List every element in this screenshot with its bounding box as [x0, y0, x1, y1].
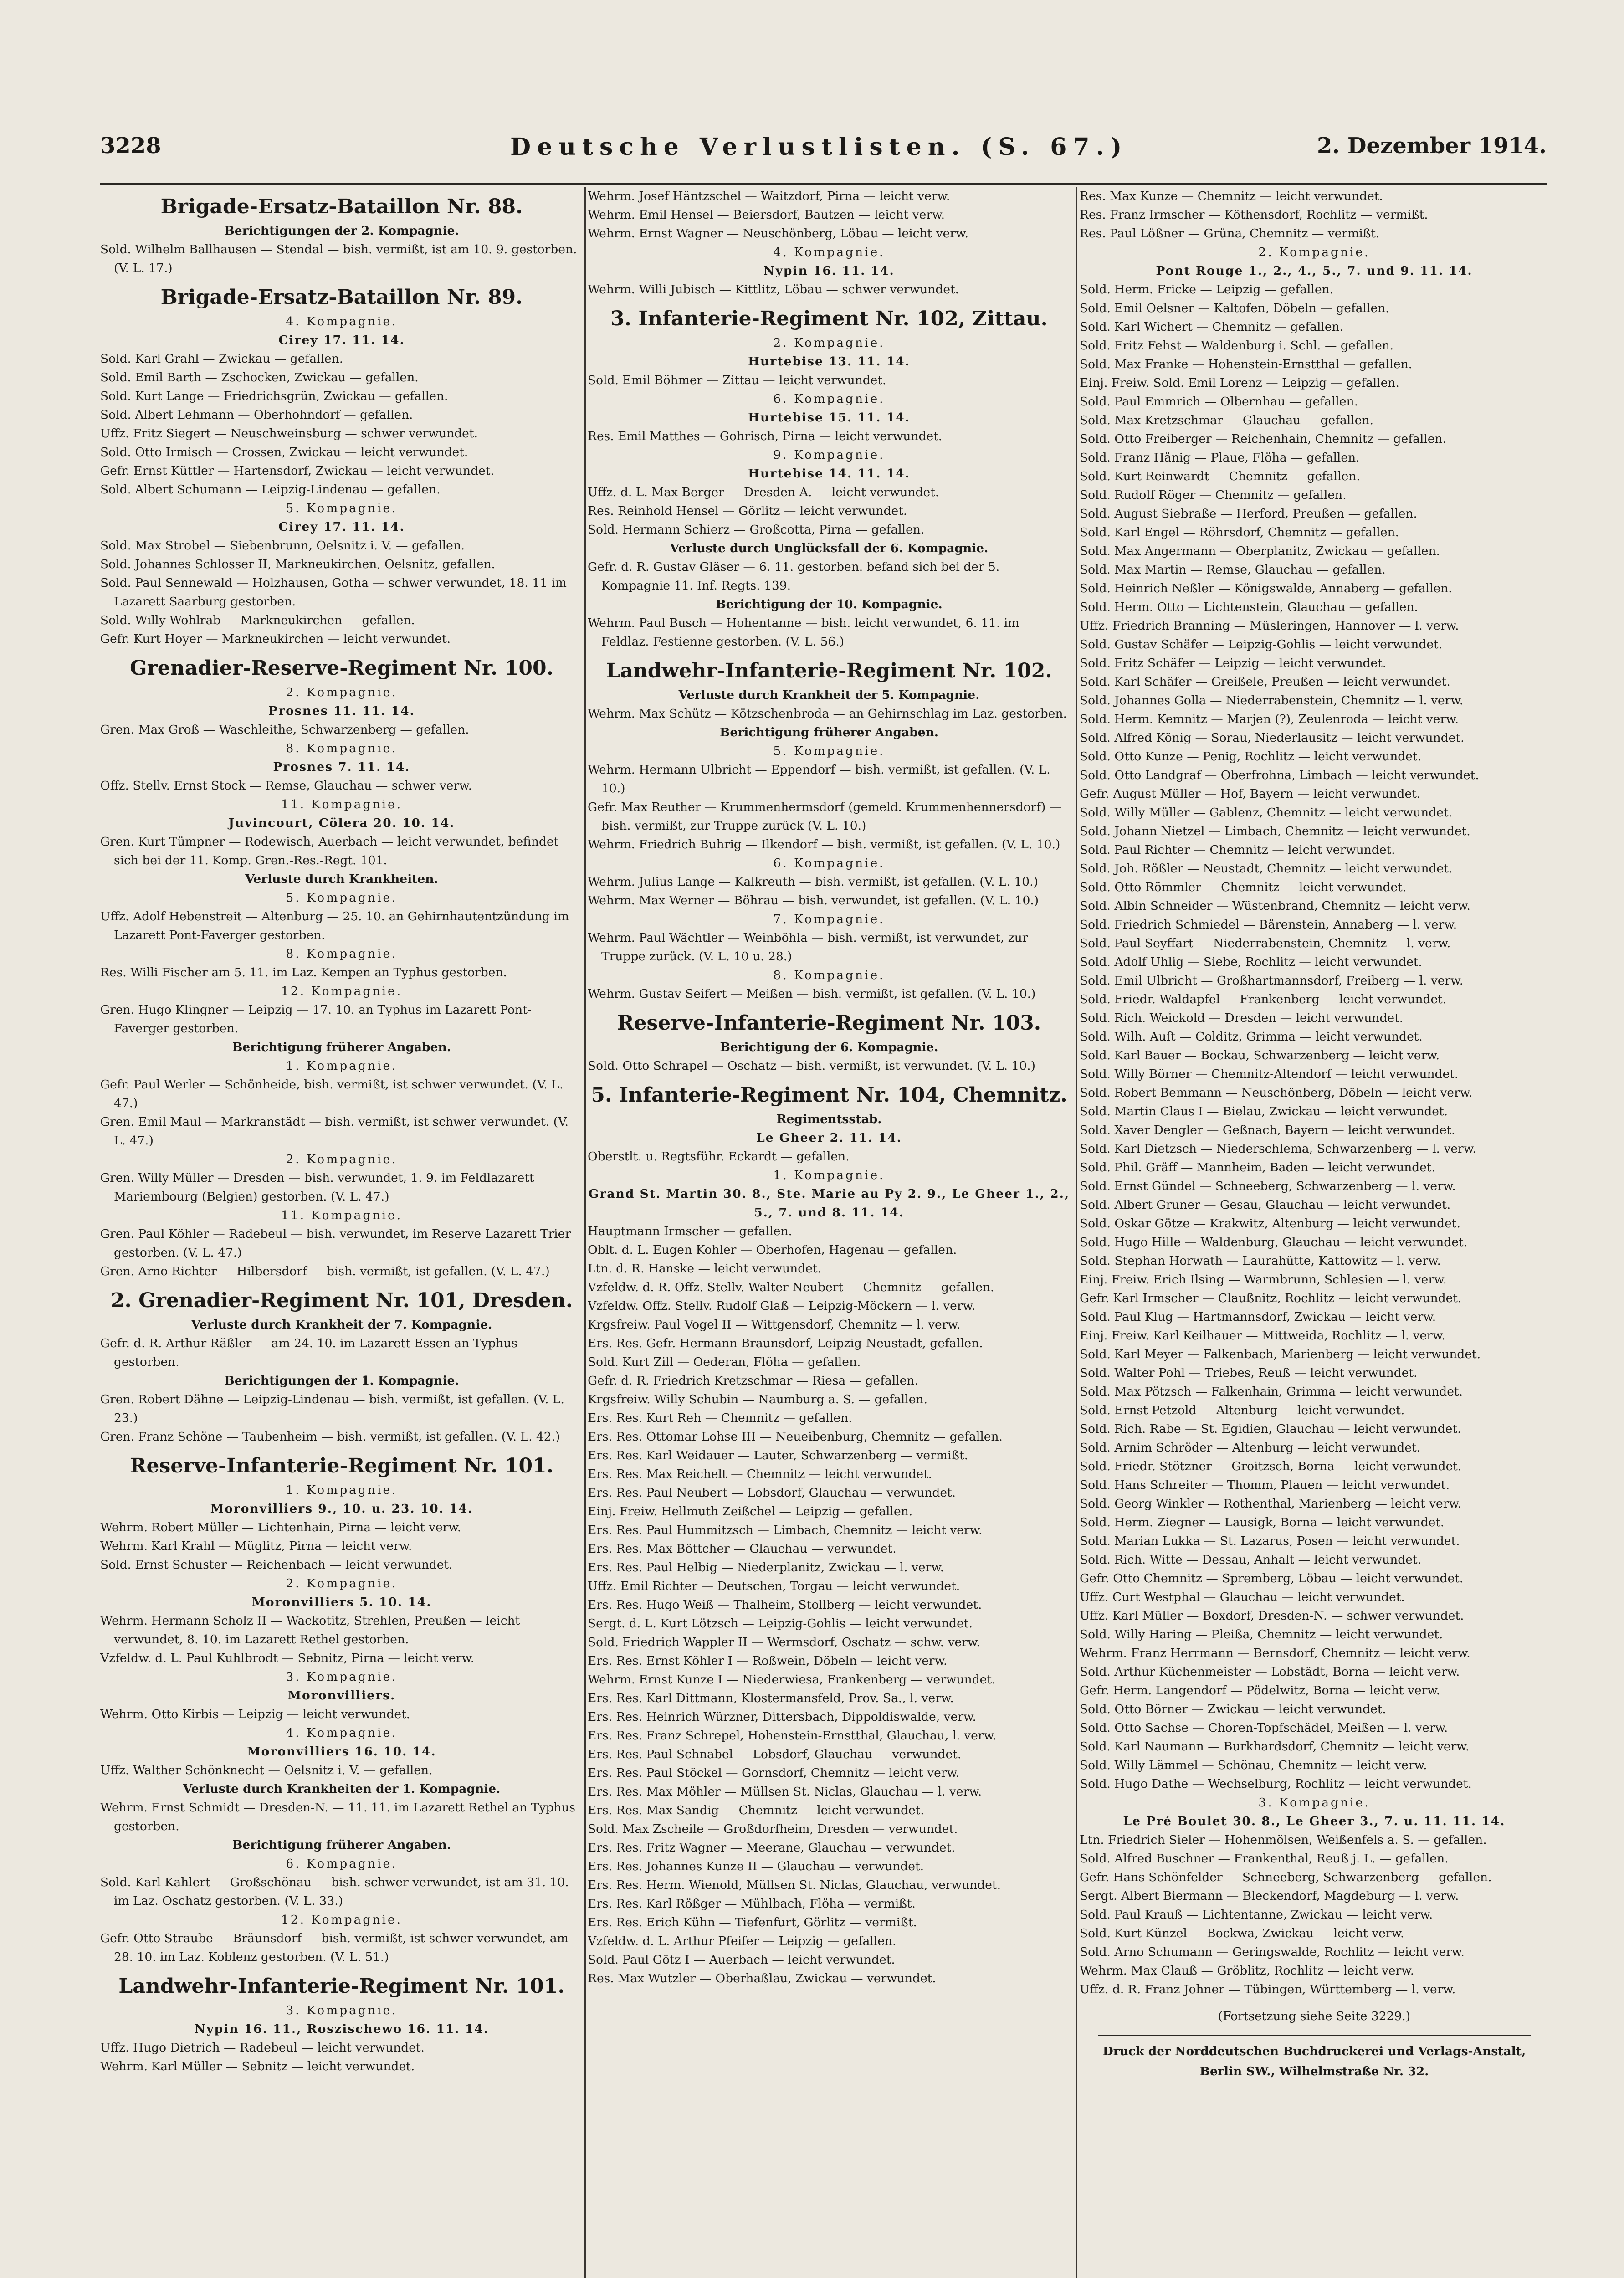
casualty-entry: Gren. Willy Müller — Dresden — bish. verwundet, 1. 9. im Feldlazarett Mariembourg (Belgien) gestorben. (V. L. 47.): [100, 1171, 534, 1204]
company-heading: 3. Kompagnie.: [1258, 1796, 1370, 1810]
casualty-entry: Gren. Arno Richter — Hilbersdorf — bish. vermißt, ist gefallen. (V. L. 47.): [100, 1264, 550, 1278]
column-3: [1080, 187, 1549, 2278]
casualty-entry: Gren. Emil Maul — Markranstädt — bish. vermißt, ist schwer verwundet. (V. L. 47.): [100, 1115, 569, 1148]
section-heading: Verluste durch Unglücksfall der 6. Kompagnie.: [670, 541, 989, 555]
casualty-entry: Sold. Karl Naumann — Burkhardsdorf, Chemnitz — leicht verw.: [1080, 1739, 1470, 1754]
casualty-entry: Sold. Karl Kahlert — Großschönau — bish. schwer verwundet, ist am 31. 10. im Laz. Oschatz gestorben. (V. L. 33.): [100, 1875, 569, 1908]
casualty-entry: Wehrm. Ernst Wagner — Neuschönberg, Löbau — leicht verw.: [588, 226, 968, 241]
casualty-entry: Sold. Paul Götz I — Auerbach — leicht verwundet.: [588, 1953, 895, 1967]
casualty-entry: Sold. Marian Lukka — St. Lazarus, Posen — leicht verwundet.: [1080, 1534, 1460, 1548]
casualty-entry: Ers. Res. Max Böttcher — Glauchau — verwundet.: [588, 1542, 897, 1556]
imprint-rule: [1098, 2035, 1531, 2036]
casualty-entry: Sold. Xaver Dengler — Geßnach, Bayern — leicht verwundet.: [1080, 1123, 1455, 1137]
casualty-entry: Sold. Kurt Zill — Oederan, Flöha — gefallen.: [588, 1355, 861, 1369]
casualty-entry: Sold. Karl Wichert — Chemnitz — gefallen.: [1080, 320, 1344, 334]
casualty-entry: Vzfeldw. d. R. Offz. Stellv. Walter Neubert — Chemnitz — gefallen.: [588, 1280, 994, 1294]
casualty-entry: Ers. Res. Karl Rößger — Mühlbach, Flöha — vermißt.: [588, 1897, 916, 1911]
place-date-heading: Grand St. Martin 30. 8., Ste. Marie au Py 2. 9., Le Gheer 1., 2., 5., 7. und 8. 11. 14.: [588, 1187, 1070, 1220]
company-heading: 9. Kompagnie.: [773, 448, 885, 462]
casualty-entry: Sold. Herm. Otto — Lichtenstein, Glauchau — gefallen.: [1080, 600, 1418, 614]
casualty-entry: Sold. Albert Lehmann — Oberhohndorf — gefallen.: [100, 408, 413, 422]
casualty-entry: Gren. Robert Dähne — Leipzig-Lindenau — bish. vermißt, ist gefallen. (V. L. 23.): [100, 1392, 564, 1425]
place-date-heading: Nypin 16. 11. 14.: [763, 264, 895, 278]
casualty-entry: Gefr. Karl Irmscher — Claußnitz, Rochlitz — leicht verwundet.: [1080, 1291, 1462, 1305]
printer-imprint: Druck der Norddeutschen Buchdruckerei und Verlags-Anstalt, Berlin SW., Wilhelmstraße Nr. 32.: [1102, 2044, 1526, 2078]
section-heading: Regimentsstab.: [776, 1112, 882, 1126]
casualty-entry: Gefr. d. R. Friedrich Kretzschmar — Riesa — gefallen.: [588, 1374, 918, 1388]
casualty-entry: Sergt. d. L. Kurt Lötzsch — Leipzig-Gohlis — leicht verwundet.: [588, 1616, 973, 1631]
casualty-entry: Einj. Freiw. Sold. Emil Lorenz — Leipzig — gefallen.: [1080, 376, 1399, 390]
casualty-entry: Sold. Rudolf Röger — Chemnitz — gefallen.: [1080, 488, 1347, 502]
place-date-heading: Moronvilliers.: [287, 1688, 396, 1703]
company-heading: 4. Kompagnie.: [286, 1726, 398, 1740]
place-date-heading: Hurtebise 15. 11. 14.: [748, 410, 910, 425]
casualty-entry: Vzfeldw. d. L. Paul Kuhlbrodt — Sebnitz, Pirna — leicht verw.: [100, 1651, 475, 1665]
casualty-entry: Wehrm. Hermann Ulbricht — Eppendorf — bish. vermißt, ist gefallen. (V. L. 10.): [588, 763, 1050, 795]
casualty-entry: Sold. Emil Böhmer — Zittau — leicht verwundet.: [588, 373, 886, 387]
casualty-entry: Sold. Arnim Schröder — Altenburg — leicht verwundet.: [1080, 1441, 1421, 1455]
place-date-heading: Pont Rouge 1., 2., 4., 5., 7. und 9. 11. 14.: [1156, 264, 1473, 278]
casualty-entry: Uffz. Friedrich Branning — Müsleringen, Hannover — l. verw.: [1080, 619, 1459, 633]
casualty-entry: Krgsfreiw. Paul Vogel II — Wittgensdorf, Chemnitz — l. verw.: [588, 1318, 961, 1332]
casualty-entry: Gefr. Ernst Küttler — Hartensdorf, Zwickau — leicht verwundet.: [100, 464, 494, 478]
company-heading: 2. Kompagnie.: [286, 1152, 398, 1166]
casualty-entry: Sold. Albert Gruner — Gesau, Glauchau — leicht verwundet.: [1080, 1198, 1451, 1212]
casualty-entry: Sold. Emil Barth — Zschocken, Zwickau — gefallen.: [100, 370, 419, 385]
casualty-entry: Sold. Ernst Schuster — Reichenbach — leicht verwundet.: [100, 1558, 453, 1572]
casualty-entry: Sold. Wilhelm Ballhausen — Stendal — bish. vermißt, ist am 10. 9. gestorben. (V. L. 17.): [100, 242, 577, 275]
regiment-heading: 5. Infanterie-Regiment Nr. 104, Chemnitz.: [591, 1083, 1067, 1107]
casualty-entry: Sold. Max Pötzsch — Falkenhain, Grimma — leicht verwundet.: [1080, 1385, 1463, 1399]
casualty-entry: Ers. Res. Erich Kühn — Tiefenfurt, Görlitz — vermißt.: [588, 1915, 917, 1929]
section-heading: Verluste durch Krankheiten der 1. Kompagnie.: [183, 1782, 501, 1796]
casualty-entry: Sold. Rich. Rabe — St. Egidien, Glauchau — leicht verwundet.: [1080, 1422, 1461, 1436]
casualty-entry: Res. Max Kunze — Chemnitz — leicht verwundet.: [1080, 189, 1383, 203]
company-heading: 3. Kompagnie.: [286, 1670, 398, 1684]
casualty-entry: Sold. Johannes Golla — Niederrabenstein, Chemnitz — l. verw.: [1080, 693, 1464, 708]
casualty-entry: Sold. Arthur Küchenmeister — Lobstädt, Borna — leicht verw.: [1080, 1665, 1460, 1679]
company-heading: 2. Kompagnie.: [286, 1576, 398, 1590]
company-heading: 8. Kompagnie.: [286, 947, 398, 961]
company-heading: 12. Kompagnie.: [281, 984, 403, 998]
casualty-entry: Gren. Kurt Tümpner — Rodewisch, Auerbach — leicht verwundet, befindet sich bei der 11. Komp. Gren.-Res.-Regt. 101.: [100, 835, 559, 867]
casualty-entry: Res. Reinhold Hensel — Görlitz — leicht verwundet.: [588, 504, 907, 518]
casualty-entry: Sold. Karl Schäfer — Greißele, Preußen — leicht verwundet.: [1080, 675, 1450, 689]
casualty-entry: Vzfeldw. Offz. Stellv. Rudolf Glaß — Leipzig-Möckern — l. verw.: [588, 1299, 976, 1313]
place-date-heading: Hurtebise 13. 11. 14.: [748, 354, 910, 369]
casualty-entry: Ers. Res. Max Möhler — Müllsen St. Niclas, Glauchau — l. verw.: [588, 1785, 982, 1799]
casualty-entry: Oblt. d. L. Eugen Kohler — Oberhofen, Hagenau — gefallen.: [588, 1243, 957, 1257]
casualty-entry: Sold. Hugo Dathe — Wechselburg, Rochlitz — leicht verwundet.: [1080, 1777, 1472, 1791]
casualty-entry: Sold. Otto Schrapel — Oschatz — bish. vermißt, ist verwundet. (V. L. 10.): [588, 1059, 1035, 1073]
casualty-entry: Res. Paul Lößner — Grüna, Chemnitz — vermißt.: [1080, 226, 1380, 241]
place-date-heading: Le Gheer 2. 11. 14.: [756, 1131, 902, 1145]
casualty-entry: Uffz. Walther Schönknecht — Oelsnitz i. V. — gefallen.: [100, 1763, 433, 1777]
casualty-entry: Gefr. Herm. Langendorf — Pödelwitz, Borna — leicht verw.: [1080, 1683, 1440, 1698]
casualty-entry: Sold. Herm. Fricke — Leipzig — gefallen.: [1080, 282, 1334, 297]
company-heading: 2. Kompagnie.: [1258, 245, 1370, 259]
section-heading: Verluste durch Krankheit der 5. Kompagnie.: [678, 688, 980, 702]
casualty-entry: Wehrm. Ernst Kunze I — Niederwiesa, Frankenberg — verwundet.: [588, 1673, 996, 1687]
casualty-entry: Sold. Martin Claus I — Bielau, Zwickau — leicht verwundet.: [1080, 1104, 1448, 1118]
place-date-heading: Cirey 17. 11. 14.: [278, 520, 405, 534]
casualty-entry: Res. Max Wutzler — Oberhaßlau, Zwickau — verwundet.: [588, 1971, 936, 1986]
page-header: [100, 133, 1547, 185]
casualty-entry: Wehrm. Friedrich Buhrig — Ilkendorf — bish. vermißt, ist gefallen. (V. L. 10.): [588, 837, 1060, 852]
company-heading: 5. Kompagnie.: [773, 744, 885, 758]
casualty-entry: Sold. Friedrich Schmiedel — Bärenstein, Annaberg — l. verw.: [1080, 918, 1457, 932]
issue-date: 2. Dezember 1914.: [1317, 133, 1547, 159]
company-heading: 4. Kompagnie.: [773, 245, 885, 259]
company-heading: 11. Kompagnie.: [281, 797, 403, 811]
company-heading: 8. Kompagnie.: [286, 741, 398, 755]
casualty-entry: Sold. Willy Müller — Gablenz, Chemnitz — leicht verwundet.: [1080, 806, 1452, 820]
casualty-entry: Gefr. d. R. Arthur Räßler — am 24. 10. im Lazarett Essen an Typhus gestorben.: [100, 1336, 517, 1369]
casualty-entry: Sold. Willy Haring — Pleißa, Chemnitz — leicht verwundet.: [1080, 1627, 1443, 1642]
casualty-entry: Krgsfreiw. Willy Schubin — Naumburg a. S. — gefallen.: [588, 1392, 927, 1406]
casualty-entry: Sold. Paul Seyffart — Niederrabenstein, Chemnitz — l. verw.: [1080, 936, 1451, 950]
casualty-entry: Sold. Karl Meyer — Falkenbach, Marienberg — leicht verwundet.: [1080, 1347, 1481, 1361]
casualty-entry: Sold. Emil Ulbricht — Großhartmannsdorf, Freiberg — l. verw.: [1080, 974, 1464, 988]
casualty-entry: Gefr. Max Reuther — Krummenhermsdorf (gemeld. Krummenhennersdorf) — bish. vermißt, zur Truppe zurück (V. L. 10.): [588, 800, 1062, 833]
casualty-entry: Sold. Hermann Schierz — Großcotta, Pirna — gefallen.: [588, 523, 925, 537]
casualty-entry: Sold. August Siebraße — Herford, Preußen — gefallen.: [1080, 507, 1417, 521]
casualty-entry: Gefr. Hans Schönfelder — Schneeberg, Schwarzenberg — gefallen.: [1080, 1870, 1492, 1884]
casualty-entry: Sold. Otto Freiberger — Reichenhain, Chemnitz — gefallen.: [1080, 432, 1447, 446]
regiment-heading: 2. Grenadier-Regiment Nr. 101, Dresden.: [110, 1289, 573, 1312]
publication-title: [510, 133, 1128, 161]
casualty-entry: Uffz. d. L. Max Berger — Dresden-A. — leicht verwundet.: [588, 485, 939, 499]
regiment-heading: Brigade-Ersatz-Bataillon Nr. 89.: [160, 286, 523, 309]
column-rule: [584, 187, 586, 2278]
company-heading: 3. Kompagnie.: [286, 2003, 398, 2017]
casualty-entry: Uffz. Adolf Hebenstreit — Altenburg — 25. 10. an Gehirnhautentzündung im Lazarett Pont-Faverger gestorben.: [100, 909, 569, 942]
casualty-entry: Sold. Otto Römmler — Chemnitz — leicht verwundet.: [1080, 880, 1407, 894]
casualty-entry: Wehrm. Karl Krahl — Müglitz, Pirna — leicht verw.: [100, 1539, 412, 1553]
company-heading: 11. Kompagnie.: [281, 1208, 403, 1222]
casualty-entry: Sold. Karl Engel — Röhrsdorf, Chemnitz — gefallen.: [1080, 525, 1399, 539]
company-heading: 6. Kompagnie.: [773, 856, 885, 870]
regiment-heading: 3. Infanterie-Regiment Nr. 102, Zittau.: [610, 307, 1048, 330]
section-heading: Berichtigung der 10. Kompagnie.: [716, 597, 943, 611]
casualty-entry: Offz. Stellv. Ernst Stock — Remse, Glauchau — schwer verw.: [100, 779, 472, 793]
company-heading: 1. Kompagnie.: [286, 1059, 398, 1073]
regiment-heading: Reserve-Infanterie-Regiment Nr. 103.: [617, 1011, 1041, 1035]
section-heading: Verluste durch Krankheiten.: [245, 872, 438, 886]
section-heading: Berichtigung früherer Angaben.: [232, 1040, 451, 1054]
casualty-entry: Sold. Herm. Kemnitz — Marjen (?), Zeulenroda — leicht verw.: [1080, 712, 1459, 726]
casualty-entry: Sold. Johannes Schlosser II, Markneukirchen, Oelsnitz, gefallen.: [100, 557, 495, 571]
regiment-heading: Landwehr-Infanterie-Regiment Nr. 102.: [606, 659, 1052, 682]
casualty-entry: Sold. Ernst Gündel — Schneeberg, Schwarzenberg — l. verw.: [1080, 1179, 1456, 1193]
place-date-heading: Prosnes 7. 11. 14.: [273, 760, 410, 774]
casualty-entry: Wehrm. Gustav Seifert — Meißen — bish. vermißt, ist gefallen. (V. L. 10.): [588, 987, 1036, 1001]
casualty-entry: Ers. Res. Kurt Reh — Chemnitz — gefallen.: [588, 1411, 852, 1425]
casualty-entry: Res. Emil Matthes — Gohrisch, Pirna — leicht verwundet.: [588, 429, 943, 443]
casualty-entry: Sold. Rich. Weickold — Dresden — leicht verwundet.: [1080, 1011, 1404, 1025]
casualty-entry: Sold. Stephan Horwath — Laurahütte, Kattowitz — l. verw.: [1080, 1254, 1441, 1268]
casualty-entry: Gefr. Otto Straube — Bräunsdorf — bish. vermißt, ist schwer verwundet, am 28. 10. im Laz. Koblenz gestorben. (V. L. 51.): [100, 1931, 569, 1964]
regiment-heading: Reserve-Infanterie-Regiment Nr. 101.: [129, 1454, 554, 1478]
casualty-entry: Ers. Res. Fritz Wagner — Meerane, Glauchau — verwundet.: [588, 1841, 955, 1855]
casualty-entry: Sold. Heinrich Neßler — Königswalde, Annaberg — gefallen.: [1080, 581, 1452, 595]
casualty-entry: Ers. Res. Paul Stöckel — Gornsdorf, Chemnitz — leicht verw.: [588, 1766, 960, 1780]
casualty-entry: Sold. Otto Landgraf — Oberfrohna, Limbach — leicht verwundet.: [1080, 768, 1479, 782]
casualty-entry: Hauptmann Irmscher — gefallen.: [588, 1224, 792, 1238]
casualty-entry: Wehrm. Max Werner — Böhrau — bish. verwundet, ist gefallen. (V. L. 10.): [588, 893, 1039, 908]
casualty-entry: Wehrm. Robert Müller — Lichtenhain, Pirna — leicht verw.: [100, 1520, 461, 1534]
casualty-entry: Ers. Res. Ottomar Lohse III — Neueibenburg, Chemnitz — gefallen.: [588, 1430, 1003, 1444]
casualty-entry: Sold. Albert Schumann — Leipzig-Lindenau — gefallen.: [100, 482, 441, 497]
issue-number: (S. 67.): [980, 133, 1128, 161]
casualty-entry: Sold. Johann Nietzel — Limbach, Chemnitz — leicht verwundet.: [1080, 824, 1470, 838]
company-heading: 5. Kompagnie.: [286, 891, 398, 905]
casualty-entry: Sold. Hugo Hille — Waldenburg, Glauchau — leicht verwundet.: [1080, 1235, 1468, 1249]
casualty-entry: Sold. Kurt Künzel — Bockwa, Zwickau — leicht verw.: [1080, 1926, 1404, 1940]
company-heading: 6. Kompagnie.: [773, 392, 885, 406]
casualty-entry: Gefr. Kurt Hoyer — Markneukirchen — leicht verwundet.: [100, 632, 451, 646]
casualty-entry: Ers. Res. Max Reichelt — Chemnitz — leicht verwundet.: [588, 1467, 932, 1481]
casualty-entry: Sold. Adolf Uhlig — Siebe, Rochlitz — leicht verwundet.: [1080, 955, 1422, 969]
company-heading: 1. Kompagnie.: [773, 1168, 885, 1182]
casualty-entry: Sold. Alfred Buschner — Frankenthal, Reuß j. L. — gefallen.: [1080, 1852, 1449, 1866]
casualty-entry: Uffz. Curt Westphal — Glauchau — leicht verwundet.: [1080, 1590, 1405, 1604]
casualty-entry: Sold. Georg Winkler — Rothenthal, Marienberg — leicht verw.: [1080, 1497, 1462, 1511]
casualty-entry: Sold. Fritz Fehst — Waldenburg i. Schl. — gefallen.: [1080, 339, 1394, 353]
casualty-entry: Sold. Paul Krauß — Lichtentanne, Zwickau — leicht verw.: [1080, 1908, 1433, 1922]
casualty-entry: Sold. Otto Börner — Zwickau — leicht verwundet.: [1080, 1702, 1386, 1716]
casualty-entry: Wehrm. Willi Jubisch — Kittlitz, Löbau — schwer verwundet.: [588, 282, 959, 297]
casualty-entry: Sold. Emil Oelsner — Kaltofen, Döbeln — gefallen.: [1080, 301, 1389, 315]
casualty-entry: Sold. Phil. Gräff — Mannheim, Baden — leicht verwundet.: [1080, 1160, 1435, 1175]
casualty-entry: Sold. Max Franke — Hohenstein-Ernstthal — gefallen.: [1080, 357, 1413, 371]
place-date-heading: Nypin 16. 11., Roszischewo 16. 11. 14.: [195, 2022, 489, 2036]
place-date-heading: Moronvilliers 5. 10. 14.: [251, 1595, 432, 1609]
casualty-entry: Einj. Freiw. Erich Ilsing — Warmbrunn, Schlesien — l. verw.: [1080, 1272, 1447, 1287]
casualty-entry: Ers. Res. Paul Helbig — Niederplanitz, Zwickau — l. verw.: [588, 1560, 944, 1575]
casualty-entry: Sold. Paul Klug — Hartmannsdorf, Zwickau — leicht verw.: [1080, 1310, 1436, 1324]
casualty-entry: Gefr. August Müller — Hof, Bayern — leicht verwundet.: [1080, 787, 1421, 801]
casualty-entry: Ers. Res. Hugo Weiß — Thalheim, Stollberg — leicht verwundet.: [588, 1598, 982, 1612]
casualty-entry: Sold. Gustav Schäfer — Leipzig-Gohlis — leicht verwundet.: [1080, 637, 1443, 652]
section-heading: Berichtigungen der 2. Kompagnie.: [224, 224, 459, 238]
casualty-entry: Wehrm. Paul Wächtler — Weinböhla — bish. vermißt, ist verwundet, zur Truppe zurück. (V. L. 10 u. 28.): [588, 931, 1028, 964]
casualty-entry: Sold. Karl Bauer — Bockau, Schwarzenberg — leicht verw.: [1080, 1048, 1440, 1062]
casualty-entry: Sold. Karl Grahl — Zwickau — gefallen.: [100, 352, 343, 366]
casualty-entry: Sold. Robert Bemmann — Neuschönberg, Döbeln — leicht verw.: [1080, 1086, 1473, 1100]
casualty-entry: Gren. Paul Köhler — Radebeul — bish. verwundet, im Reserve Lazarett Trier gestorben. (V. L. 47.): [100, 1227, 571, 1260]
place-date-heading: Hurtebise 14. 11. 14.: [748, 467, 910, 481]
casualty-entry: Wehrm. Ernst Schmidt — Dresden-N. — 11. 11. im Lazarett Rethel an Typhus gestorben.: [100, 1801, 575, 1833]
publication-name: Deutsche Verlustlisten.: [510, 133, 966, 161]
company-heading: 6. Kompagnie.: [286, 1857, 398, 1871]
casualty-entry: Sold. Franz Hänig — Plaue, Flöha — gefallen.: [1080, 451, 1360, 465]
casualty-entry: Sold. Max Angermann — Oberplanitz, Zwickau — gefallen.: [1080, 544, 1440, 558]
casualty-entry: Sold. Oskar Götze — Krakwitz, Altenburg — leicht verwundet.: [1080, 1216, 1460, 1231]
casualty-entry: Uffz. Emil Richter — Deutschen, Torgau — leicht verwundet.: [588, 1579, 960, 1593]
casualty-entry: Sold. Herm. Ziegner — Lausigk, Borna — leicht verwundet.: [1080, 1515, 1445, 1529]
company-heading: 12. Kompagnie.: [281, 1913, 403, 1927]
casualty-entry: Uffz. d. R. Franz Johner — Tübingen, Württemberg — l. verw.: [1080, 1982, 1456, 1996]
casualty-entry: Sold. Fritz Schäfer — Leipzig — leicht verwundet.: [1080, 656, 1387, 670]
company-heading: 4. Kompagnie.: [286, 314, 398, 328]
casualty-entry: Sold. Ernst Petzold — Altenburg — leicht verwundet.: [1080, 1403, 1405, 1417]
company-heading: 1. Kompagnie.: [286, 1483, 398, 1497]
casualty-entry: Sold. Kurt Lange — Friedrichsgrün, Zwickau — gefallen.: [100, 389, 448, 403]
casualty-entry: Sold. Wilh. Auſt — Colditz, Grimma — leicht verwundet.: [1080, 1030, 1423, 1044]
casualty-entry: Sold. Max Strobel — Siebenbrunn, Oelsnitz i. V. — gefallen.: [100, 539, 465, 553]
casualty-entry: Ltn. d. R. Hanske — leicht verwundet.: [588, 1262, 821, 1276]
casualty-entry: Gefr. d. R. Gustav Gläser — 6. 11. gestorben. befand sich bei der 5. Kompagnie 11. Inf. Regts. 139.: [588, 560, 1000, 593]
casualty-entry: Sold. Paul Emmrich — Olbernhau — gefallen.: [1080, 395, 1358, 409]
company-heading: 2. Kompagnie.: [773, 336, 885, 350]
casualty-entry: Ers. Res. Paul Hummitzsch — Limbach, Chemnitz — leicht verw.: [588, 1523, 983, 1537]
regiment-heading: Grenadier-Reserve-Regiment Nr. 100.: [130, 657, 553, 680]
casualty-entry: Sold. Paul Sennewald — Holzhausen, Gotha — schwer verwundet, 18. 11 im Lazarett Saarburg gestorben.: [100, 576, 567, 609]
casualty-entry: Sold. Arno Schumann — Geringswalde, Rochlitz — leicht verw.: [1080, 1945, 1465, 1959]
casualty-entry: Sold. Friedr. Stötzner — Groitzsch, Borna — leicht verwundet.: [1080, 1459, 1462, 1473]
casualty-entry: Sergt. Albert Biermann — Bleckendorf, Magdeburg — l. verw.: [1080, 1889, 1459, 1903]
casualty-entry: Sold. Walter Pohl — Triebes, Reuß — leicht verwundet.: [1080, 1366, 1418, 1380]
casualty-entry: Gefr. Otto Chemnitz — Spremberg, Löbau — leicht verwundet.: [1080, 1571, 1464, 1585]
casualty-entry: Sold. Max Martin — Remse, Glauchau — gefallen.: [1080, 563, 1386, 577]
place-date-heading: Prosnes 11. 11. 14.: [268, 704, 415, 718]
place-date-heading: Moronvilliers 9., 10. u. 23. 10. 14.: [210, 1502, 473, 1516]
company-heading: 5. Kompagnie.: [286, 501, 398, 515]
casualty-entry: Wehrm. Julius Lange — Kalkreuth — bish. vermißt, ist gefallen. (V. L. 10.): [588, 875, 1038, 889]
casualty-entry: Sold. Alfred König — Sorau, Niederlausitz — leicht verwundet.: [1080, 731, 1465, 745]
regiment-heading: Brigade-Ersatz-Bataillon Nr. 88.: [160, 195, 523, 218]
section-heading: Berichtigung früherer Angaben.: [232, 1838, 451, 1852]
section-heading: Berichtigung früherer Angaben.: [720, 725, 938, 739]
casualty-entry: Wehrm. Josef Häntzschel — Waitzdorf, Pirna — leicht verw.: [588, 189, 950, 203]
casualty-entry: Oberstlt. u. Regtsführ. Eckardt — gefallen.: [588, 1149, 850, 1164]
section-heading: Berichtigungen der 1. Kompagnie.: [224, 1374, 459, 1388]
casualty-entry: Einj. Freiw. Karl Keilhauer — Mittweida, Rochlitz — l. verw.: [1080, 1329, 1445, 1343]
casualty-entry: Sold. Willy Lämmel — Schönau, Chemnitz — leicht verw.: [1080, 1758, 1427, 1772]
casualty-entry: Ers. Res. Heinrich Würzner, Dittersbach, Dippoldiswalde, verw.: [588, 1710, 976, 1724]
casualty-entry: Vzfeldw. d. L. Arthur Pfeifer — Leipzig — gefallen.: [588, 1934, 897, 1948]
casualty-entry: Einj. Freiw. Hellmuth Zeißchel — Leipzig — gefallen.: [588, 1504, 913, 1519]
place-date-heading: Le Pré Boulet 30. 8., Le Gheer 3., 7. u. 11. 11. 14.: [1123, 1814, 1506, 1828]
page-number: 3228: [100, 133, 161, 159]
casualty-entry: Ers. Res. Franz Schrepel, Hohenstein-Ernstthal, Glauchau, l. verw.: [588, 1729, 997, 1743]
casualty-entry: Sold. Joh. Rößler — Neustadt, Chemnitz — leicht verwundet.: [1080, 862, 1453, 876]
casualty-entry: Wehrm. Max Schütz — Kötzschenbroda — an Gehirnschlag im Laz. gestorben.: [588, 707, 1067, 721]
column-1: [100, 187, 583, 2278]
casualty-entry: Res. Franz Irmscher — Köthensdorf, Rochlitz — vermißt.: [1080, 208, 1428, 222]
casualty-entry: Ers. Res. Paul Schnabel — Lobsdorf, Glauchau — verwundet.: [588, 1747, 962, 1761]
casualty-entry: Res. Willi Fischer am 5. 11. im Laz. Kempen an Typhus gestorben.: [100, 965, 507, 980]
casualty-entry: Ers. Res. Karl Weidauer — Lauter, Schwarzenberg — vermißt.: [588, 1448, 968, 1462]
casualty-entry: Sold. Willy Börner — Chemnitz-Altendorf — leicht verwundet.: [1080, 1067, 1459, 1081]
place-date-heading: Cirey 17. 11. 14.: [278, 333, 405, 347]
continuation-note: (Fortsetzung siehe Seite 3229.): [1218, 2009, 1411, 2023]
company-heading: 8. Kompagnie.: [773, 968, 885, 982]
casualty-entry: Wehrm. Hermann Scholz II — Wackotitz, Strehlen, Preußen — leicht verwundet, 8. 10. im Lazarett Rethel gestorben.: [100, 1614, 520, 1647]
casualty-entry: Sold. Otto Kunze — Penig, Rochlitz — leicht verwundet.: [1080, 749, 1422, 764]
casualty-entry: Uffz. Hugo Dietrich — Radebeul — leicht verwundet.: [100, 2041, 425, 2055]
casualty-entry: Wehrm. Max Clauß — Gröblitz, Rochlitz — leicht verw.: [1080, 1964, 1414, 1978]
section-heading: Berichtigung der 6. Kompagnie.: [720, 1040, 938, 1054]
casualty-entry: Sold. Willy Wohlrab — Markneukirchen — gefallen.: [100, 613, 415, 627]
casualty-entry: Ers. Res. Gefr. Hermann Braunsdorf, Leipzig-Neustadt, gefallen.: [588, 1336, 983, 1350]
casualty-entry: Wehrm. Franz Herrmann — Bernsdorf, Chemnitz — leicht verw.: [1080, 1646, 1470, 1660]
casualty-entry: Sold. Friedrich Wappler II — Wermsdorf, Oschatz — schw. verw.: [588, 1635, 980, 1649]
casualty-entry: Ers. Res. Ernst Köhler I — Roßwein, Döbeln — leicht verw.: [588, 1654, 948, 1668]
column-2: [588, 187, 1071, 2278]
casualty-entry: Wehrm. Emil Hensel — Beiersdorf, Bautzen — leicht verw.: [588, 208, 945, 222]
casualty-entry: Gefr. Paul Werler — Schönheide, bish. vermißt, ist schwer verwundet. (V. L. 47.): [100, 1077, 564, 1110]
column-rule: [1076, 187, 1077, 2278]
company-heading: 7. Kompagnie.: [773, 912, 885, 926]
casualty-entry: Gren. Max Groß — Waschleithe, Schwarzenberg — gefallen.: [100, 723, 469, 737]
casualty-entry: Ers. Res. Max Sandig — Chemnitz — leicht verwundet.: [588, 1803, 924, 1817]
casualty-entry: Wehrm. Otto Kirbis — Leipzig — leicht verwundet.: [100, 1707, 410, 1721]
casualty-entry: Sold. Karl Dietzsch — Niederschlema, Schwarzenberg — l. verw.: [1080, 1142, 1476, 1156]
casualty-entry: Uffz. Fritz Siegert — Neuschweinsburg — schwer verwundet.: [100, 426, 478, 441]
casualty-entry: Ers. Res. Johannes Kunze II — Glauchau — verwundet.: [588, 1859, 924, 1873]
casualty-entry: Sold. Max Kretzschmar — Glauchau — gefallen.: [1080, 413, 1373, 427]
casualty-entry: Ers. Res. Karl Dittmann, Klostermansfeld, Prov. Sa., l. verw.: [588, 1691, 954, 1705]
company-heading: 2. Kompagnie.: [286, 685, 398, 699]
casualty-entry: Sold. Otto Irmisch — Crossen, Zwickau — leicht verwundet.: [100, 445, 468, 459]
casualty-entry: Gren. Hugo Klingner — Leipzig — 17. 10. an Typhus im Lazarett Pont-Faverger gestorben.: [100, 1003, 532, 1036]
casualty-entry: Sold. Kurt Reinwardt — Chemnitz — gefallen.: [1080, 469, 1360, 483]
place-date-heading: Juvincourt, Cölera 20. 10. 14.: [228, 816, 455, 830]
casualty-entry: Wehrm. Paul Busch — Hohentanne — bish. leicht verwundet, 6. 11. im Feldlaz. Festienne gestorben. (V. L. 56.): [588, 616, 1019, 649]
regiment-heading: Landwehr-Infanterie-Regiment Nr. 101.: [118, 1975, 565, 1998]
casualty-entry: Ers. Res. Paul Neubert — Lobsdorf, Glauchau — verwundet.: [588, 1486, 956, 1500]
place-date-heading: Moronvilliers 16. 10. 14.: [247, 1744, 436, 1759]
casualty-entry: Ltn. Friedrich Sieler — Hohenmölsen, Weißenfels a. S. — gefallen.: [1080, 1833, 1487, 1847]
casualty-entry: Sold. Otto Sachse — Choren-Topfschädel, Meißen — l. verw.: [1080, 1721, 1448, 1735]
casualty-entry: Uffz. Karl Müller — Boxdorf, Dresden-N. — schwer verwundet.: [1080, 1609, 1464, 1623]
casualty-entry: Wehrm. Karl Müller — Sebnitz — leicht verwundet.: [100, 2059, 415, 2073]
casualty-entry: Sold. Albin Schneider — Wüstenbrand, Chemnitz — leicht verw.: [1080, 899, 1470, 913]
casualty-entry: Ers. Res. Herm. Wienold, Müllsen St. Niclas, Glauchau, verwundet.: [588, 1878, 1001, 1892]
casualty-entry: Sold. Hans Schreiter — Thomm, Plauen — leicht verwundet.: [1080, 1478, 1450, 1492]
casualty-entry: Gren. Franz Schöne — Taubenheim — bish. vermißt, ist gefallen. (V. L. 42.): [100, 1430, 560, 1444]
casualty-entry: Sold. Rich. Witte — Dessau, Anhalt — leicht verwundet.: [1080, 1553, 1422, 1567]
casualty-entry: Sold. Max Zscheile — Großdorfheim, Dresden — verwundet.: [588, 1822, 958, 1836]
casualty-entry: Sold. Friedr. Waldapfel — Frankenberg — leicht verwundet.: [1080, 992, 1447, 1006]
casualty-entry: Sold. Paul Richter — Chemnitz — leicht verwundet.: [1080, 843, 1395, 857]
section-heading: Verluste durch Krankheit der 7. Kompagnie.: [191, 1318, 492, 1332]
